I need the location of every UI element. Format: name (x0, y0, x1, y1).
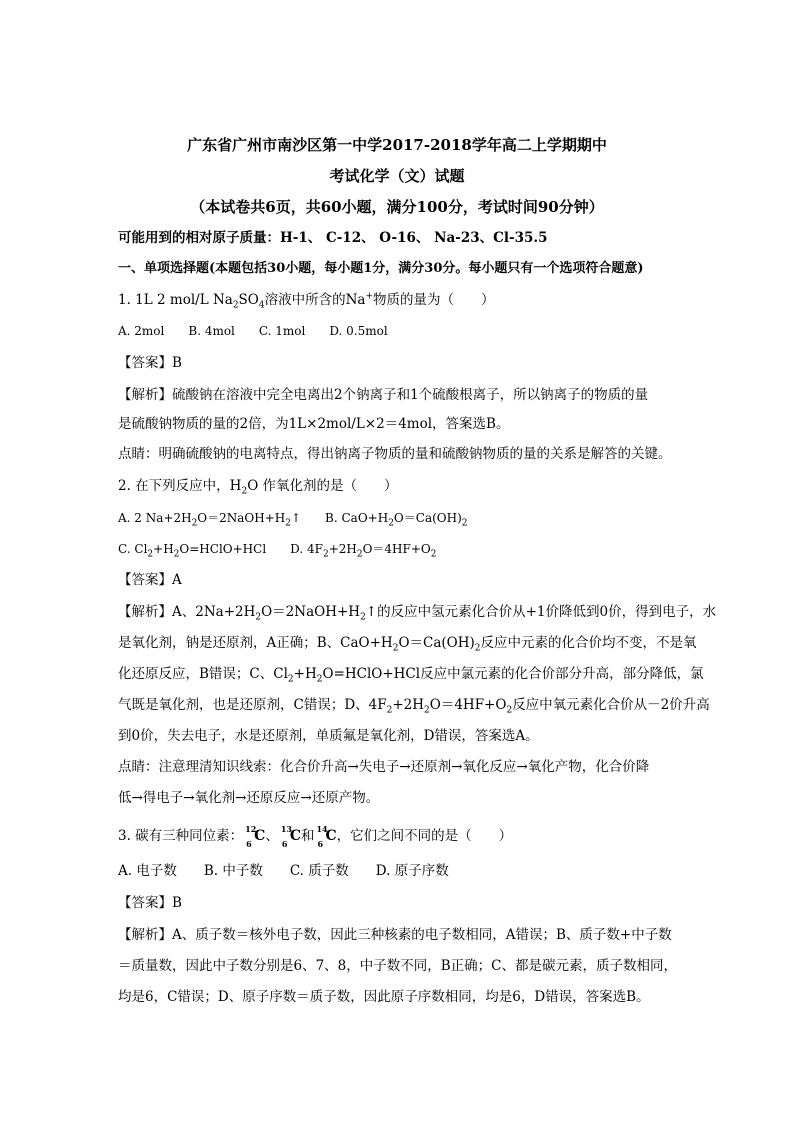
section-heading: 一、单项选择题(本题包括30小题，每小题1分，满分30分。每小题只有一个选项符合题意) (118, 261, 644, 276)
question-3-analysis-line2: ＝质量数，因此中子数分别是6、7、8，中子数不同，B正确；C、都是碳元素，质子数相同， (118, 958, 678, 974)
isotope-c14: 14 6 C (316, 824, 337, 849)
question-2-options-cd: C. $Cl_2+H_2O=HClO+HCl$ D. $4F_2+2H_2O=4HF+O_2$ (118, 542, 437, 560)
exam-title-line1: 广东省广州市南沙区第一中学2017-2018学年高二上学期期中 (187, 136, 607, 154)
question-2-analysis-line4: 气既是氧化剂，也是还原剂，C错误；D、$4F_2+2H_2O=4HF+O_2$反应中氧元素化合价从－2价升高 (118, 697, 710, 716)
question-2-options-ab: A. 2 $Na+2H_2O=2NaOH+H_2↑$ B. $CaO+H_2O=Ca(OH)_2$ (118, 511, 468, 529)
question-3-stem: 3. 碳有三种同位素： 12 6 C、 13 6 C和 14 6 C，它们之间不同的是（ ） (118, 824, 513, 849)
question-2-answer: 【答案】A (118, 572, 182, 588)
atomic-mass-line: 可能用到的相对原子质量：H-1、 C-12、 O-16、 Na-23、Cl-35.5 (118, 230, 548, 246)
question-2-analysis-line3: 化还原反应，B错误；C、$Cl_2+H_2O=HClO+HCl$反应中氯元素的化合价部分升高，部分降低，氯 (118, 666, 704, 685)
question-3-analysis-line3: 均是6，C错误；D、原子序数＝质子数，因此原子序数相同，均是6，D错误，答案选B。 (118, 989, 650, 1005)
question-2-stem: 2. 在下列反应中，$H_2O$ 作氧化剂的是（ ） (118, 478, 398, 497)
question-1-note: 点睛：明确硫酸钠的电离特点，得出钠离子物质的量和硫酸钠物质的量的关系是解答的关键。 (118, 446, 672, 462)
question-2-analysis-line5: 到0价，失去电子，水是还原剂，单质氟是氧化剂，D错误，答案选A。 (118, 728, 539, 744)
isotope-c12: 12 6 C (245, 824, 266, 849)
question-3-options: A. 电子数 B. 中子数 C. 质子数 D. 原子序数 (118, 863, 449, 879)
exam-title-line2: 考试化学（文）试题 (329, 167, 465, 185)
question-3-answer: 【答案】B (118, 895, 182, 911)
question-3-analysis-line1: 【解析】A、质子数＝核外电子数，因此三种核素的电子数相同，A错误；B、质子数+中子数 (118, 927, 672, 943)
exam-info: （本试卷共6页，共60小题，满分100分，考试时间90分钟） (190, 198, 604, 216)
isotope-c13: 13 6 C (280, 824, 301, 849)
question-2-note-line1: 点睛：注意理清知识线索：化合价升高→失电子→还原剂→氧化反应→氧化产物，化合价降 (118, 759, 650, 775)
question-2-note-line2: 低→得电子→氧化剂→还原反应→还原产物。 (118, 790, 380, 806)
question-1-options: A. 2mol B. 4mol C. 1mol D. 0.5mol (118, 324, 388, 338)
question-2-analysis-line2: 是氧化剂，钠是还原剂，A正确；B、$CaO+H_2O=Ca(OH)_2$反应中元素的化合价均不变，不是氧 (118, 635, 697, 654)
question-1-analysis-line1: 【解析】硫酸钠在溶液中完全电离出2个钠离子和1个硫酸根离子，所以钠离子的物质的量 (118, 387, 649, 403)
question-1-answer: 【答案】B (118, 355, 182, 371)
question-1-analysis-line2: 是硫酸钠物质的量的2倍，为1L×2mol/L×2＝4mol，答案选B。 (118, 416, 510, 432)
question-1-stem: 1. 1L 2 mol/L $Na_2SO_4$溶液中所含的Na+物质的量为（ ） (118, 291, 495, 311)
question-2-analysis-line1: 【解析】A、$2Na+2H_2O=2NaOH+H_2↑$的反应中氢元素化合价从+1价降低到0价，得到电子，水 (118, 604, 717, 623)
